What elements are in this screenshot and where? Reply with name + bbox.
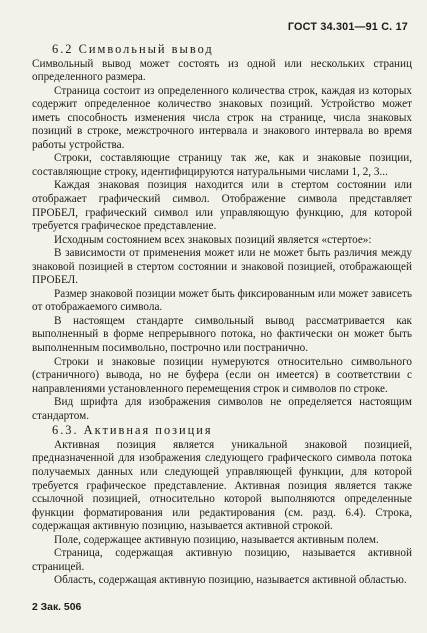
page-footer: 2 Зак. 506 <box>32 602 82 613</box>
paragraph: Символьный вывод может состоять из одной или нескольких страниц определенного размера. <box>32 57 412 84</box>
section-6-3 <box>32 424 412 588</box>
paragraph: Страница состоит из определенного количества строк, каждая из которых содержит определенное количество знаковых позиций. Устройство может иметь способность изменения числа строк на странице, числа знаковых позиций в строке, межстрочного интервала и знакового интервала во время работы устройства. <box>32 84 412 151</box>
paragraph: Область, содержащая активную позицию, называется активной областью. <box>54 574 407 587</box>
paragraph: В настоящем стандарте символьный вывод рассматривается как выполненный в форме непрерывного потока, но фактически он может быть выполненным посимвольно, построчно или постранично. <box>32 314 412 355</box>
section-heading: 6.3. Активная позиция <box>52 423 213 438</box>
paragraph: Строки и знаковые позиции нумеруются относительно символьного (страничного) вывода, но не буфера (если он имеется) в соответствии с направлениями установленного перемещения строк и символов по строке. <box>32 355 412 395</box>
page-body <box>32 43 412 588</box>
paragraph: Вид шрифта для изображения символов не определяется настоящим стандартом. <box>32 396 412 422</box>
paragraph: Каждая знаковая позиция находится или в стертом состоянии или отображает графический символ. Отображение символа представляет ПРОБЕЛ, графический символ или управляющую функцию, для которой требуется графическое представление. <box>32 179 412 233</box>
paragraph: Исходным состоянием всех знаковых позиций является «стертое»: <box>54 233 372 246</box>
paragraph: Страница, содержащая активную позицию, называется активной страницей. <box>32 547 412 573</box>
paragraph: В зависимости от применения может или не может быть различия между знаковой позицией в стертом состоянии и знаковой позицией, отображающей ПРОБЕЛ. <box>32 247 412 287</box>
section-6-2 <box>32 43 412 423</box>
running-header: ГОСТ 34.301—91 С. 17 <box>287 21 408 33</box>
paragraph: Поле, содержащее активную позицию, называется активным полем. <box>54 533 379 546</box>
paragraph: Строки, составляющие страницу так же, как и знаковые позиции, составляющие строку, идентифицируются натуральными числами 1, 2, 3... <box>32 152 412 178</box>
section-heading: 6.2 Символьный вывод <box>52 42 214 56</box>
paragraph: Размер знаковой позиции может быть фиксированным или может зависеть от отображаемого символа. <box>32 287 412 314</box>
paragraph: Активная позиция является уникальной знаковой позицией, предназначенной для изображения следующего графического символа потока получаемых данных или следующей управляющей функции, для которой требуется графическое представление. Активная позиция является также ссылочной позицией, относительно которой выполняются определенные функции форматирования или редактирования (см. разд. 6.4). Строка, содержащая активную позицию, называется активной строкой. <box>32 438 412 533</box>
